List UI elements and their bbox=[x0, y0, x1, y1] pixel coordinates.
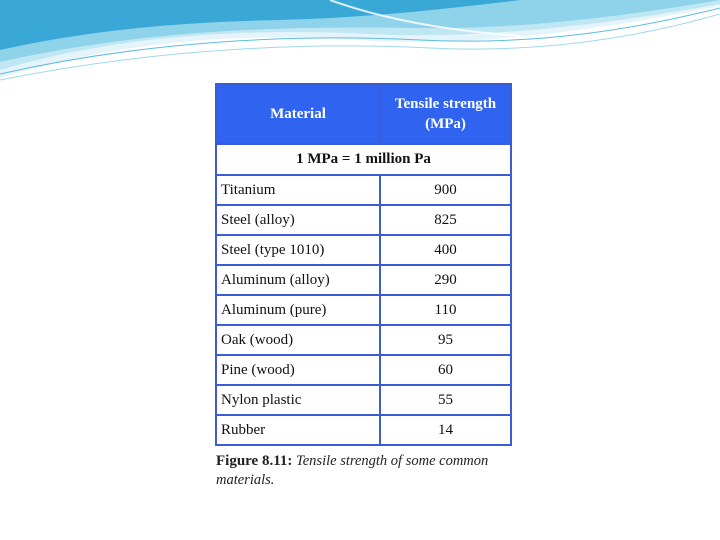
strength-cell: 55 bbox=[380, 385, 511, 415]
header-tensile-unit: (MPa) bbox=[425, 116, 466, 132]
unit-note: 1 MPa = 1 million Pa bbox=[216, 144, 511, 175]
strength-cell: 290 bbox=[380, 265, 511, 295]
header-tensile-label: Tensile strength bbox=[394, 96, 497, 112]
material-cell: Aluminum (alloy) bbox=[216, 265, 380, 295]
strength-cell: 60 bbox=[380, 355, 511, 385]
decorative-wave-header bbox=[0, 0, 720, 90]
strength-cell: 110 bbox=[380, 295, 511, 325]
tensile-strength-table bbox=[215, 83, 512, 446]
material-cell: Aluminum (pure) bbox=[216, 295, 380, 325]
strength-cell: 14 bbox=[380, 415, 511, 445]
table-row bbox=[216, 325, 511, 355]
table-row bbox=[216, 295, 511, 325]
strength-cell: 900 bbox=[380, 175, 511, 205]
table-row bbox=[216, 175, 511, 205]
table-row bbox=[216, 355, 511, 385]
material-cell: Nylon plastic bbox=[216, 385, 380, 415]
strength-cell: 95 bbox=[380, 325, 511, 355]
caption-text: Tensile strength of some common materials. bbox=[216, 453, 489, 488]
material-cell: Pine (wood) bbox=[216, 355, 380, 385]
material-cell: Rubber bbox=[216, 415, 380, 445]
figure-card bbox=[213, 82, 511, 492]
table-header-row bbox=[216, 84, 511, 144]
material-cell: Oak (wood) bbox=[216, 325, 380, 355]
table-row bbox=[216, 265, 511, 295]
material-cell: Steel (type 1010) bbox=[216, 235, 380, 265]
header-tensile-strength bbox=[380, 84, 511, 144]
unit-note-row bbox=[216, 144, 511, 175]
figure-caption bbox=[216, 452, 506, 490]
table-row bbox=[216, 385, 511, 415]
material-cell: Steel (alloy) bbox=[216, 205, 380, 235]
strength-cell: 825 bbox=[380, 205, 511, 235]
caption-label: Figure 8.11: bbox=[216, 453, 293, 469]
material-cell: Titanium bbox=[216, 175, 380, 205]
table-row bbox=[216, 205, 511, 235]
table-row bbox=[216, 415, 511, 445]
table-row bbox=[216, 235, 511, 265]
header-material-label: Material bbox=[270, 106, 326, 122]
header-material bbox=[216, 84, 380, 144]
strength-cell: 400 bbox=[380, 235, 511, 265]
